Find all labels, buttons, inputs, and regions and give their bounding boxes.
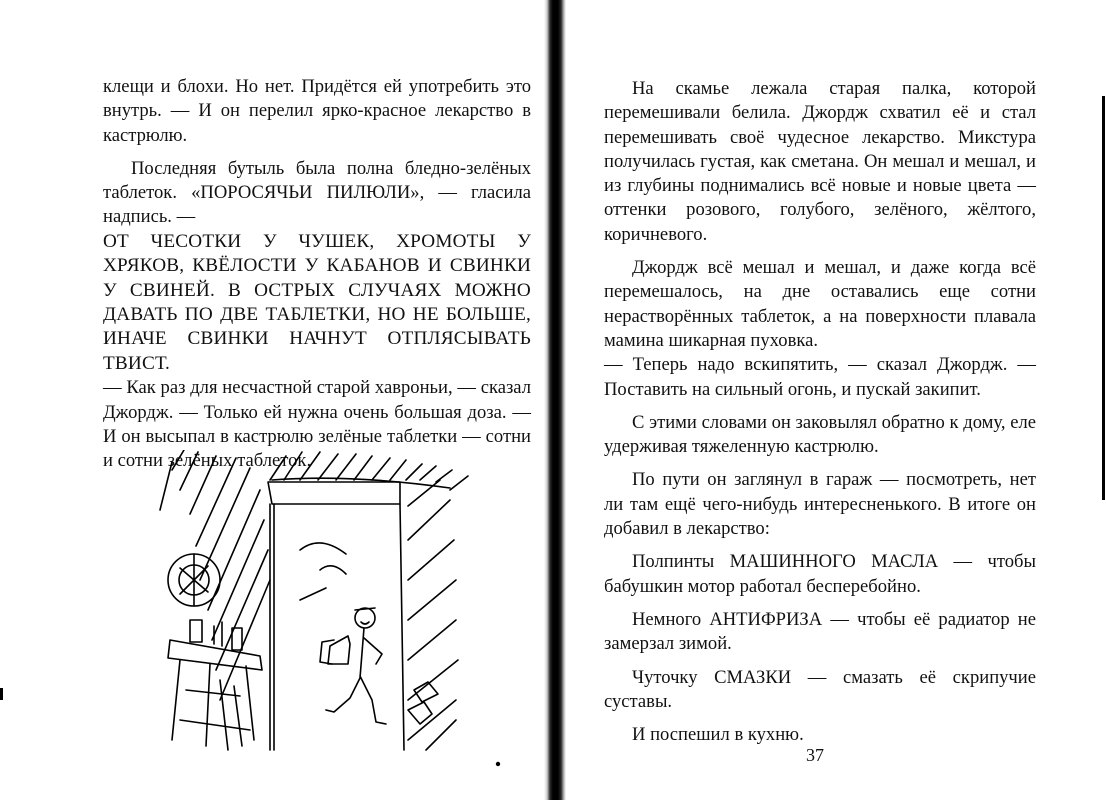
left-edge-mark: [0, 688, 3, 700]
right-edge-mark: [1102, 96, 1105, 500]
left-paragraph-2: Последняя бутыль была полна бледно-зелёных таблеток. «ПОРОСЯЧЬИ ПИЛЮЛИ», — гласила надпись. —: [103, 157, 531, 228]
left-page: [0, 0, 548, 800]
left-page-text: [103, 75, 531, 473]
right-paragraph-6: Полпинты МАШИННОГО МАСЛА — чтобы бабушкин мотор работал бесперебойно.: [604, 551, 1036, 597]
left-paragraph-4: — Как раз для несчастной старой хавроньи, — сказал Джордж. — Только ей нужна очень большая доза. — И он высыпал в кастрюлю зелёные таблетки — сотни и сотни зелёных таблеток.: [103, 377, 531, 472]
right-paragraph-3: — Теперь надо вскипятить, — сказал Джордж. — Поставить на сильный огонь, и пускай закипит.: [604, 354, 1036, 400]
right-paragraph-9: И поспешил в кухню.: [632, 724, 804, 746]
right-paragraph-5: По пути он заглянул в гараж — посмотреть, нет ли там ещё чего-нибудь интересненького. В итоге он добавил в лекарство:: [604, 469, 1036, 540]
right-paragraph-4: С этими словами он заковылял обратно к дому, еле удерживая тяжеленную кастрюлю.: [604, 411, 1036, 458]
garage-illustration: [150, 450, 510, 770]
left-paragraph-3: ОТ ЧЕСОТКИ У ЧУШЕК, ХРОМОТЫ У ХРЯКОВ, КВЁЛОСТИ У КАБАНОВ И СВИНКИ У СВИНЕЙ. В ОСТРЫХ СЛУЧАЯХ МОЖНО ДАВАТЬ ПО ДВЕ ТАБЛЕТКИ, НО НЕ БОЛЬШЕ, ИНАЧЕ СВИНКИ НАЧНУТ ОТПЛЯСЫВАТЬ ТВИСТ.: [103, 230, 531, 374]
right-page-text: [604, 77, 1036, 747]
right-paragraph-1: На скамье лежала старая палка, которой перемешивали белила. Джордж схватил её и стал перемешивать своё чудесное лекарство. Микстура получилась густая, как сметана. Он мешал и мешал, и из глубины поднимались всё новые и новые цвета — оттенки розового, голубого, зелёного, жёлтого, коричневого.: [604, 78, 1036, 245]
right-paragraph-8: Чуточку СМАЗКИ — смазать её скрипучие суставы.: [604, 666, 1036, 712]
left-paragraph-1: клещи и блохи. Но нет. Придётся ей употребить это внутрь. — И он перелил ярко-красное лекарство в кастрюлю.: [103, 76, 531, 146]
right-paragraph-2: Джордж всё мешал и мешал, и даже когда всё перемешалось, на дне оставались еще сотни нерастворённых таблеток, а на поверхности плавала мамина шикарная пуховка.: [604, 257, 1036, 351]
book-spine: [544, 0, 566, 800]
right-paragraph-7: Немного АНТИФРИЗА — чтобы её радиатор не замерзал зимой.: [604, 608, 1036, 655]
right-page: [566, 0, 1106, 800]
page-number: 37: [806, 745, 824, 765]
